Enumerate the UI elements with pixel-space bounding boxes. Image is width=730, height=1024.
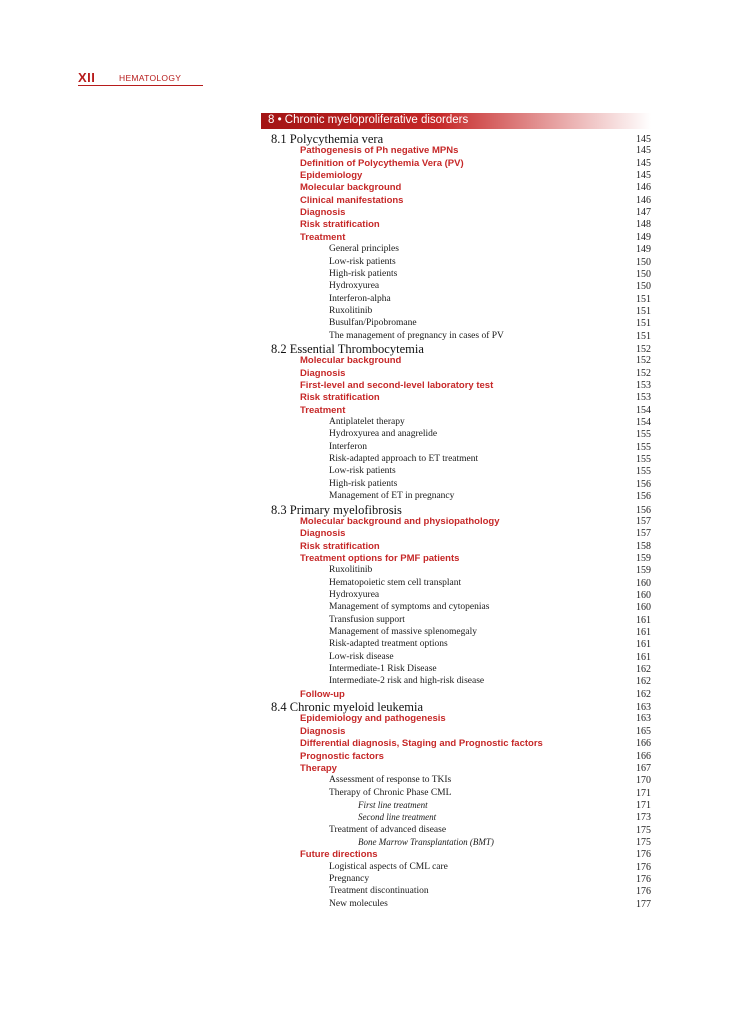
- toc-page-number: 145: [636, 170, 651, 182]
- toc-entry-title: Treatment: [300, 404, 346, 416]
- toc-page-number: 145: [636, 134, 651, 145]
- toc-page-number: 151: [636, 305, 651, 317]
- toc-page-number: 166: [636, 750, 651, 762]
- toc-entry-title: 8.2 Essential Thrombocytemia: [271, 341, 424, 356]
- toc-page-number: 150: [636, 268, 651, 280]
- toc-entry-title: Treatment of advanced disease: [329, 824, 447, 835]
- toc-entry-title: Definition of Polycythemia Vera (PV): [300, 157, 464, 169]
- toc-entry-title: First-level and second-level laboratory test: [300, 380, 494, 391]
- toc-page-number: 148: [636, 219, 651, 231]
- toc-entry-title: Molecular background: [300, 355, 402, 367]
- toc-page-number: 156: [636, 491, 651, 503]
- toc-entry-title: Hydroxyurea: [329, 281, 380, 292]
- toc-page-number: 170: [636, 775, 651, 787]
- toc-page-number: 161: [636, 627, 651, 638]
- toc-page-number: 152: [636, 367, 651, 379]
- toc-page-number: 167: [636, 762, 651, 774]
- toc-entry-title: Interferon: [329, 441, 367, 452]
- toc-page-number: 156: [636, 478, 651, 490]
- toc-page-number: 176: [636, 874, 651, 885]
- toc-page-number: 171: [636, 799, 651, 811]
- toc-entry-title: Follow-up: [300, 688, 345, 700]
- toc-entry-title: Treatment: [300, 231, 346, 243]
- toc-entry-title: Differential diagnosis, Staging and Prognostic factors: [300, 738, 543, 750]
- toc-entry-title: Prognostic factors: [300, 750, 384, 762]
- toc-entry-title: Transfusion support: [329, 614, 405, 625]
- toc-page-number: 161: [636, 614, 651, 626]
- toc-page-number: 153: [636, 392, 651, 404]
- toc-page-number: 160: [636, 602, 651, 614]
- toc-entry-title: Busulfan/Pipobromane: [329, 318, 417, 329]
- toc-page-number: 177: [636, 898, 651, 910]
- toc-page-number: 147: [636, 207, 651, 219]
- toc-entry-title: Future directions: [300, 849, 378, 861]
- toc-page-number: 150: [636, 281, 651, 293]
- toc-entry-title: High-risk patients: [329, 268, 398, 279]
- toc-entry-title: Diagnosis: [300, 367, 346, 379]
- toc-page-number: 161: [636, 639, 651, 651]
- toc-entry-title: Molecular background: [300, 182, 402, 194]
- toc-page-number: 175: [636, 824, 651, 836]
- toc-page-number: 149: [636, 244, 651, 256]
- toc-entry-title: Therapy: [300, 762, 337, 774]
- toc-page-number: 176: [636, 886, 651, 898]
- toc-page-number: 154: [636, 404, 651, 416]
- toc-page-number: 175: [636, 836, 651, 848]
- toc-page-number: 163: [636, 702, 651, 714]
- toc-page-number: 160: [636, 589, 651, 601]
- toc-page-number: 149: [636, 231, 651, 243]
- toc-page-number: 145: [636, 145, 651, 157]
- toc-page-number: 145: [636, 157, 651, 169]
- toc-entry-title: Assessment of response to TKIs: [329, 775, 452, 786]
- toc-entry-title: Intermediate-2 risk and high-risk disease: [329, 676, 485, 687]
- chapter-title: 8 • Chronic myeloproliferative disorders: [268, 114, 469, 126]
- toc-page-number: 155: [636, 454, 651, 466]
- toc-entry-title: Bone Marrow Transplantation (BMT): [358, 836, 494, 847]
- toc-entry-title: Hematopoietic stem cell transplant: [329, 577, 462, 588]
- toc-entry-title: Hydroxyurea and anagrelide: [329, 429, 438, 440]
- toc-entry-title: Management of ET in pregnancy: [329, 491, 455, 502]
- toc-entry-title: Pregnancy: [329, 874, 370, 884]
- toc-page-number: 150: [636, 256, 651, 268]
- toc-entry-title: Management of symptoms and cytopenias: [329, 602, 490, 613]
- toc-entry-title: New molecules: [329, 898, 388, 909]
- toc-page-number: 162: [636, 676, 651, 688]
- page-number: XII: [78, 70, 96, 85]
- toc-page-number: 155: [636, 429, 651, 441]
- toc-entry-title: Diagnosis: [300, 725, 346, 737]
- toc-page-number: 176: [636, 861, 651, 873]
- running-header: [78, 70, 203, 86]
- toc-entry-title: Risk stratification: [300, 540, 380, 552]
- toc-page-number: 151: [636, 318, 651, 330]
- toc-page-number: 171: [636, 787, 651, 799]
- toc-page-number: 151: [636, 293, 651, 305]
- toc-page-number: 162: [636, 688, 651, 700]
- toc-entry-title: Low-risk patients: [329, 256, 396, 267]
- toc-entry-title: Epidemiology: [300, 170, 363, 182]
- toc-entry-title: Epidemiology and pathogenesis: [300, 713, 446, 725]
- toc-entry-title: Risk-adapted approach to ET treatment: [329, 454, 479, 465]
- toc-page-number: 153: [636, 380, 651, 391]
- toc-page-number: 161: [636, 651, 651, 663]
- toc-page-number: 159: [636, 565, 651, 577]
- toc-page-number: 152: [636, 355, 651, 367]
- toc-entry-title: Diagnosis: [300, 207, 346, 219]
- toc-page-number: 151: [636, 330, 651, 342]
- toc-entry-title: Low-risk patients: [329, 466, 396, 477]
- toc-page-number: 155: [636, 441, 651, 453]
- toc-entry-title: Clinical manifestations: [300, 194, 404, 206]
- toc-entry-title: Risk stratification: [300, 392, 380, 404]
- toc-entry-title: Hydroxyurea: [329, 589, 380, 600]
- toc-page-number: 146: [636, 182, 651, 194]
- toc-entry-title: General principles: [329, 244, 399, 255]
- toc-entry-title: Intermediate-1 Risk Disease: [329, 664, 437, 675]
- toc-page-number: 162: [636, 664, 651, 676]
- toc-entry-title: Second line treatment: [358, 812, 437, 823]
- toc-page-number: 155: [636, 466, 651, 478]
- toc-entry-title: First line treatment: [358, 799, 428, 810]
- toc-entry-title: Risk-adapted treatment options: [329, 639, 448, 650]
- toc-entry-title: Antiplatelet therapy: [329, 417, 405, 428]
- toc-page-number: 154: [636, 417, 651, 429]
- toc-entry-title: Molecular background and physiopathology: [300, 515, 500, 527]
- toc-entry-title: 8.1 Polycythemia vera: [271, 132, 384, 146]
- toc-page-number: 176: [636, 849, 651, 861]
- toc-page-number: 160: [636, 577, 651, 589]
- toc-entry-title: Ruxolitinib: [329, 565, 373, 576]
- toc-entry-title: Management of massive splenomegaly: [329, 627, 478, 637]
- toc-page-number: 158: [636, 540, 651, 552]
- toc-page-number: 157: [636, 515, 651, 527]
- toc-entry-title: Interferon-alpha: [329, 293, 391, 304]
- toc-page-number: 166: [636, 738, 651, 750]
- toc-entry-title: Treatment discontinuation: [329, 886, 429, 897]
- toc-page-number: 152: [636, 343, 651, 355]
- toc-entry-title: Diagnosis: [300, 528, 346, 540]
- toc-page-number: 159: [636, 552, 651, 564]
- toc-entry-title: The management of pregnancy in cases of PV: [329, 330, 504, 341]
- toc-page-number: 146: [636, 194, 651, 206]
- toc-page-number: 156: [636, 504, 651, 516]
- toc-entry-title: Pathogenesis of Ph negative MPNs: [300, 145, 459, 157]
- toc-entry-title: Ruxolitinib: [329, 305, 373, 316]
- toc-entry-title: 8.4 Chronic myeloid leukemia: [271, 700, 424, 715]
- chapter-banner: [261, 113, 651, 129]
- running-title: HEMATOLOGY: [119, 73, 182, 83]
- toc-entry-title: Logistical aspects of CML care: [329, 861, 448, 872]
- toc-page-number: 173: [636, 812, 651, 824]
- toc-entry-title: Treatment options for PMF patients: [300, 552, 460, 564]
- toc-entry-title: 8.3 Primary myelofibrosis: [271, 502, 402, 517]
- toc-page-number: 163: [636, 713, 651, 725]
- toc-page-number: 157: [636, 528, 651, 540]
- toc-entry-title: Risk stratification: [300, 219, 380, 231]
- toc-entry-title: Therapy of Chronic Phase CML: [329, 787, 452, 798]
- toc-entry-title: High-risk patients: [329, 478, 398, 489]
- toc-entry-title: Low-risk disease: [329, 651, 394, 662]
- toc-page-number: 165: [636, 725, 651, 737]
